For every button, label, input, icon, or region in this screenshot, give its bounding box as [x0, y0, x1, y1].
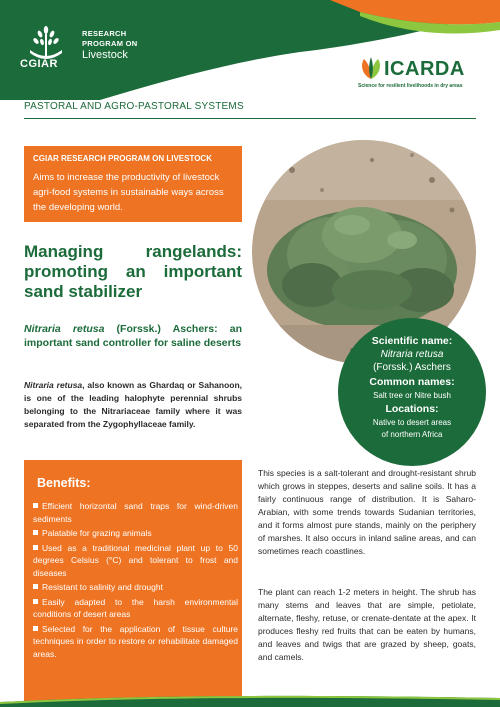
subtitle-text: (Forssk.) Aschers: an important sand controller for saline deserts [24, 323, 242, 349]
icarda-tagline: Science for resilient livelihoods in dry areas [358, 83, 463, 89]
footer-stripe [0, 694, 500, 707]
benefits-title: Benefits: [37, 476, 91, 490]
benefit-text: Palatable for grazing animals [42, 528, 152, 538]
bullet-square-icon [33, 599, 38, 604]
subtitle-species-name: Nitraria retusa [24, 323, 105, 335]
list-item [33, 596, 238, 621]
program-box-text: Aims to increase the productivity of livestock agri-food systems in sustainable ways across the developing world. [33, 172, 224, 213]
bullet-square-icon [33, 584, 38, 589]
bullet-square-icon [33, 545, 38, 550]
locations-line1: Native to desert areas [372, 418, 452, 427]
body-paragraph-1: This species is a salt-tolerant and drought-resistant shrub which grows in steppes, deserts and saline soils. It has a fairly continuous range of distribution. It is Saharo-Arabian, with some trends towards Sudanian territories, and it forms almost pure stands, mainly on the periphery of marshes. It also occurs in inland saline areas, and can sometimes reach coastlines. [258, 468, 476, 556]
intro-paragraph [24, 379, 242, 431]
list-item [33, 542, 238, 580]
bullet-square-icon [33, 626, 38, 631]
scientific-name: Nitraria retusa [380, 349, 444, 360]
bullet-square-icon [33, 503, 38, 508]
program-label-livestock: Livestock [82, 49, 128, 61]
locations-line2: of northern Africa [381, 430, 443, 439]
icarda-wordmark: ICARDA [384, 58, 465, 80]
scientific-name-heading: Scientific name: [371, 335, 453, 347]
benefits-list [33, 500, 238, 662]
benefit-text: Resistant to salinity and drought [42, 582, 163, 592]
page-subtitle [24, 322, 242, 350]
icarda-leaf-logo-icon [358, 55, 384, 81]
cgiar-wordmark: CGIAR [20, 58, 58, 70]
list-item [33, 581, 238, 594]
section-label: PASTORAL AND AGRO-PASTORAL SYSTEMS [24, 101, 244, 112]
list-item [33, 623, 238, 661]
benefit-text: Selected for the application of tissue culture techniques in order to restore or rehabilitate damaged areas. [33, 623, 238, 659]
page-title: Managing rangelands: promoting an important sand stabilizer [24, 242, 242, 301]
program-box-title: CGIAR RESEARCH PROGRAM ON LIVESTOCK [33, 154, 212, 163]
section-divider [24, 118, 476, 119]
common-names-heading: Common names: [369, 376, 455, 388]
intro-text: , also known as Ghardaq or Sahanoon, is one of the leading halophyte perennial shrubs belonging to the Nitrariaceae family where it was separated from the Zygophyllaceae family. [24, 380, 243, 429]
list-item [33, 527, 238, 540]
benefit-text: Used as a traditional medicinal plant up to 50 degrees Celsius (°C) and tolerant to frost and diseases [33, 542, 238, 578]
intro-species-name: Nitraria retusa [24, 380, 83, 390]
bullet-square-icon [33, 530, 38, 535]
program-label-line2: PROGRAM ON [82, 39, 138, 48]
scientific-author: (Forssk.) Aschers [373, 362, 451, 373]
locations-heading: Locations: [385, 403, 439, 415]
body-paragraph-2: The plant can reach 1-2 meters in height. The shrub has many stems and leaves that are simple, petiolate, alternate, fleshy, retuse, or crenate-dentate at the apex. It produces fleshy red fruits that can be eaten by humans, and leaves and twigs that are grazed by sheep, goats, and camels. [258, 587, 476, 662]
common-names: Salt tree or Nitre bush [373, 391, 451, 400]
list-item [33, 500, 238, 525]
program-label-line1: RESEARCH [82, 29, 127, 38]
benefit-text: Easily adapted to the harsh environmental conditions of desert areas [33, 596, 238, 619]
benefit-text: Efficient horizontal sand traps for wind-driven sediments [33, 501, 238, 524]
